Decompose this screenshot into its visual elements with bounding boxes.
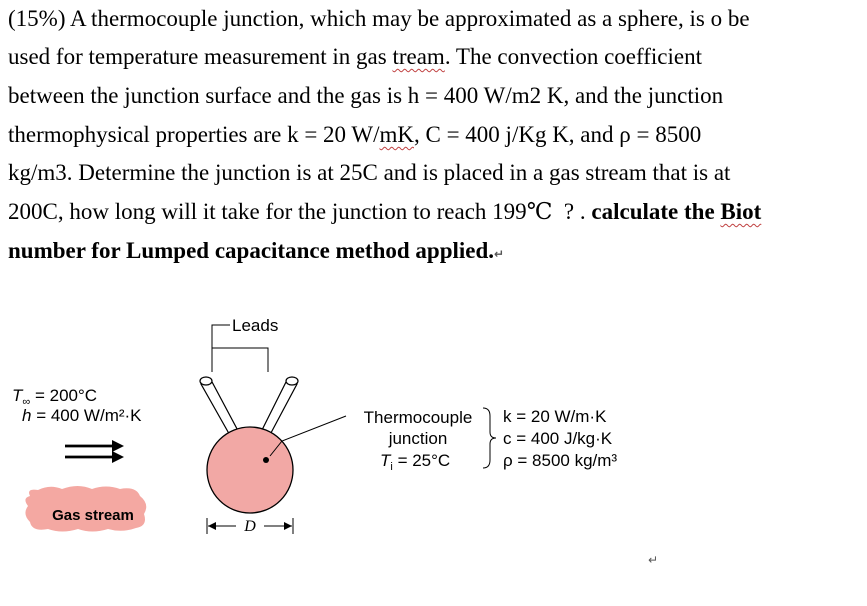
convection-coefficient: h = 400 W/m²·K	[22, 406, 142, 425]
problem-line-4-tail: , C = 400 j/Kg K, and ρ = 8500	[414, 122, 702, 147]
problem-line-2-tail: . The convection coefficient	[444, 44, 702, 69]
flow-arrows-icon	[65, 440, 124, 463]
problem-line-6	[8, 197, 761, 227]
initial-temp: $T_i = 25^\circ C$	[380, 451, 451, 473]
problem-line-3: between the junction surface and the gas is h = 400 W/m2 K, and the junction	[8, 83, 724, 108]
problem-line-7-text: number for Lumped capacitance method applied.	[8, 238, 495, 263]
leads-label: Leads	[232, 316, 279, 335]
thermocouple-label: Thermocouple	[363, 408, 473, 427]
problem-line-2	[8, 42, 702, 72]
spell-check-word: mK	[379, 122, 414, 147]
problem-line-7	[8, 236, 504, 266]
problem-line-5: kg/m3. Determine the junction is at 25C and is placed in a gas stream that is at	[8, 160, 731, 185]
junction-point	[263, 457, 269, 463]
diameter-label: D	[244, 518, 256, 535]
lead-wire-end-right	[286, 377, 298, 385]
paragraph-return-icon: ↵	[648, 553, 659, 567]
thermocouple-sphere	[207, 427, 293, 513]
property-k: k = 20 W/m·K	[503, 407, 607, 426]
problem-line-4	[8, 120, 701, 150]
free-stream-temp: $T_\infty = 200^\circ C$	[12, 386, 98, 408]
degree-celsius-symbol: ℃	[526, 199, 553, 224]
junction-label: junction	[388, 429, 448, 448]
gas-stream-label: Gas stream	[52, 507, 134, 524]
spell-check-word: Biot	[720, 199, 762, 224]
thermocouple-figure	[0, 290, 867, 606]
lead-wire-end-left	[200, 377, 212, 385]
problem-line-4-text: thermophysical properties are k = 20 W/	[8, 122, 380, 147]
problem-line-6-bold: calculate the	[591, 199, 721, 224]
property-c: c = 400 J/kg·K	[503, 429, 613, 448]
paragraph-return-icon: ↵	[494, 247, 505, 261]
problem-line-2-text: used for temperature measurement in gas	[8, 44, 393, 69]
problem-line-6-mid: ? .	[552, 199, 592, 224]
spell-check-word: tream	[392, 44, 445, 69]
properties-brace	[483, 408, 496, 468]
problem-line-6-text: 200C, how long will it take for the junction to reach 199	[8, 199, 527, 224]
problem-line-1: (15%) A thermocouple junction, which may be approximated as a sphere, is o be	[8, 6, 750, 31]
property-rho: ρ = 8500 kg/m³	[503, 451, 618, 470]
